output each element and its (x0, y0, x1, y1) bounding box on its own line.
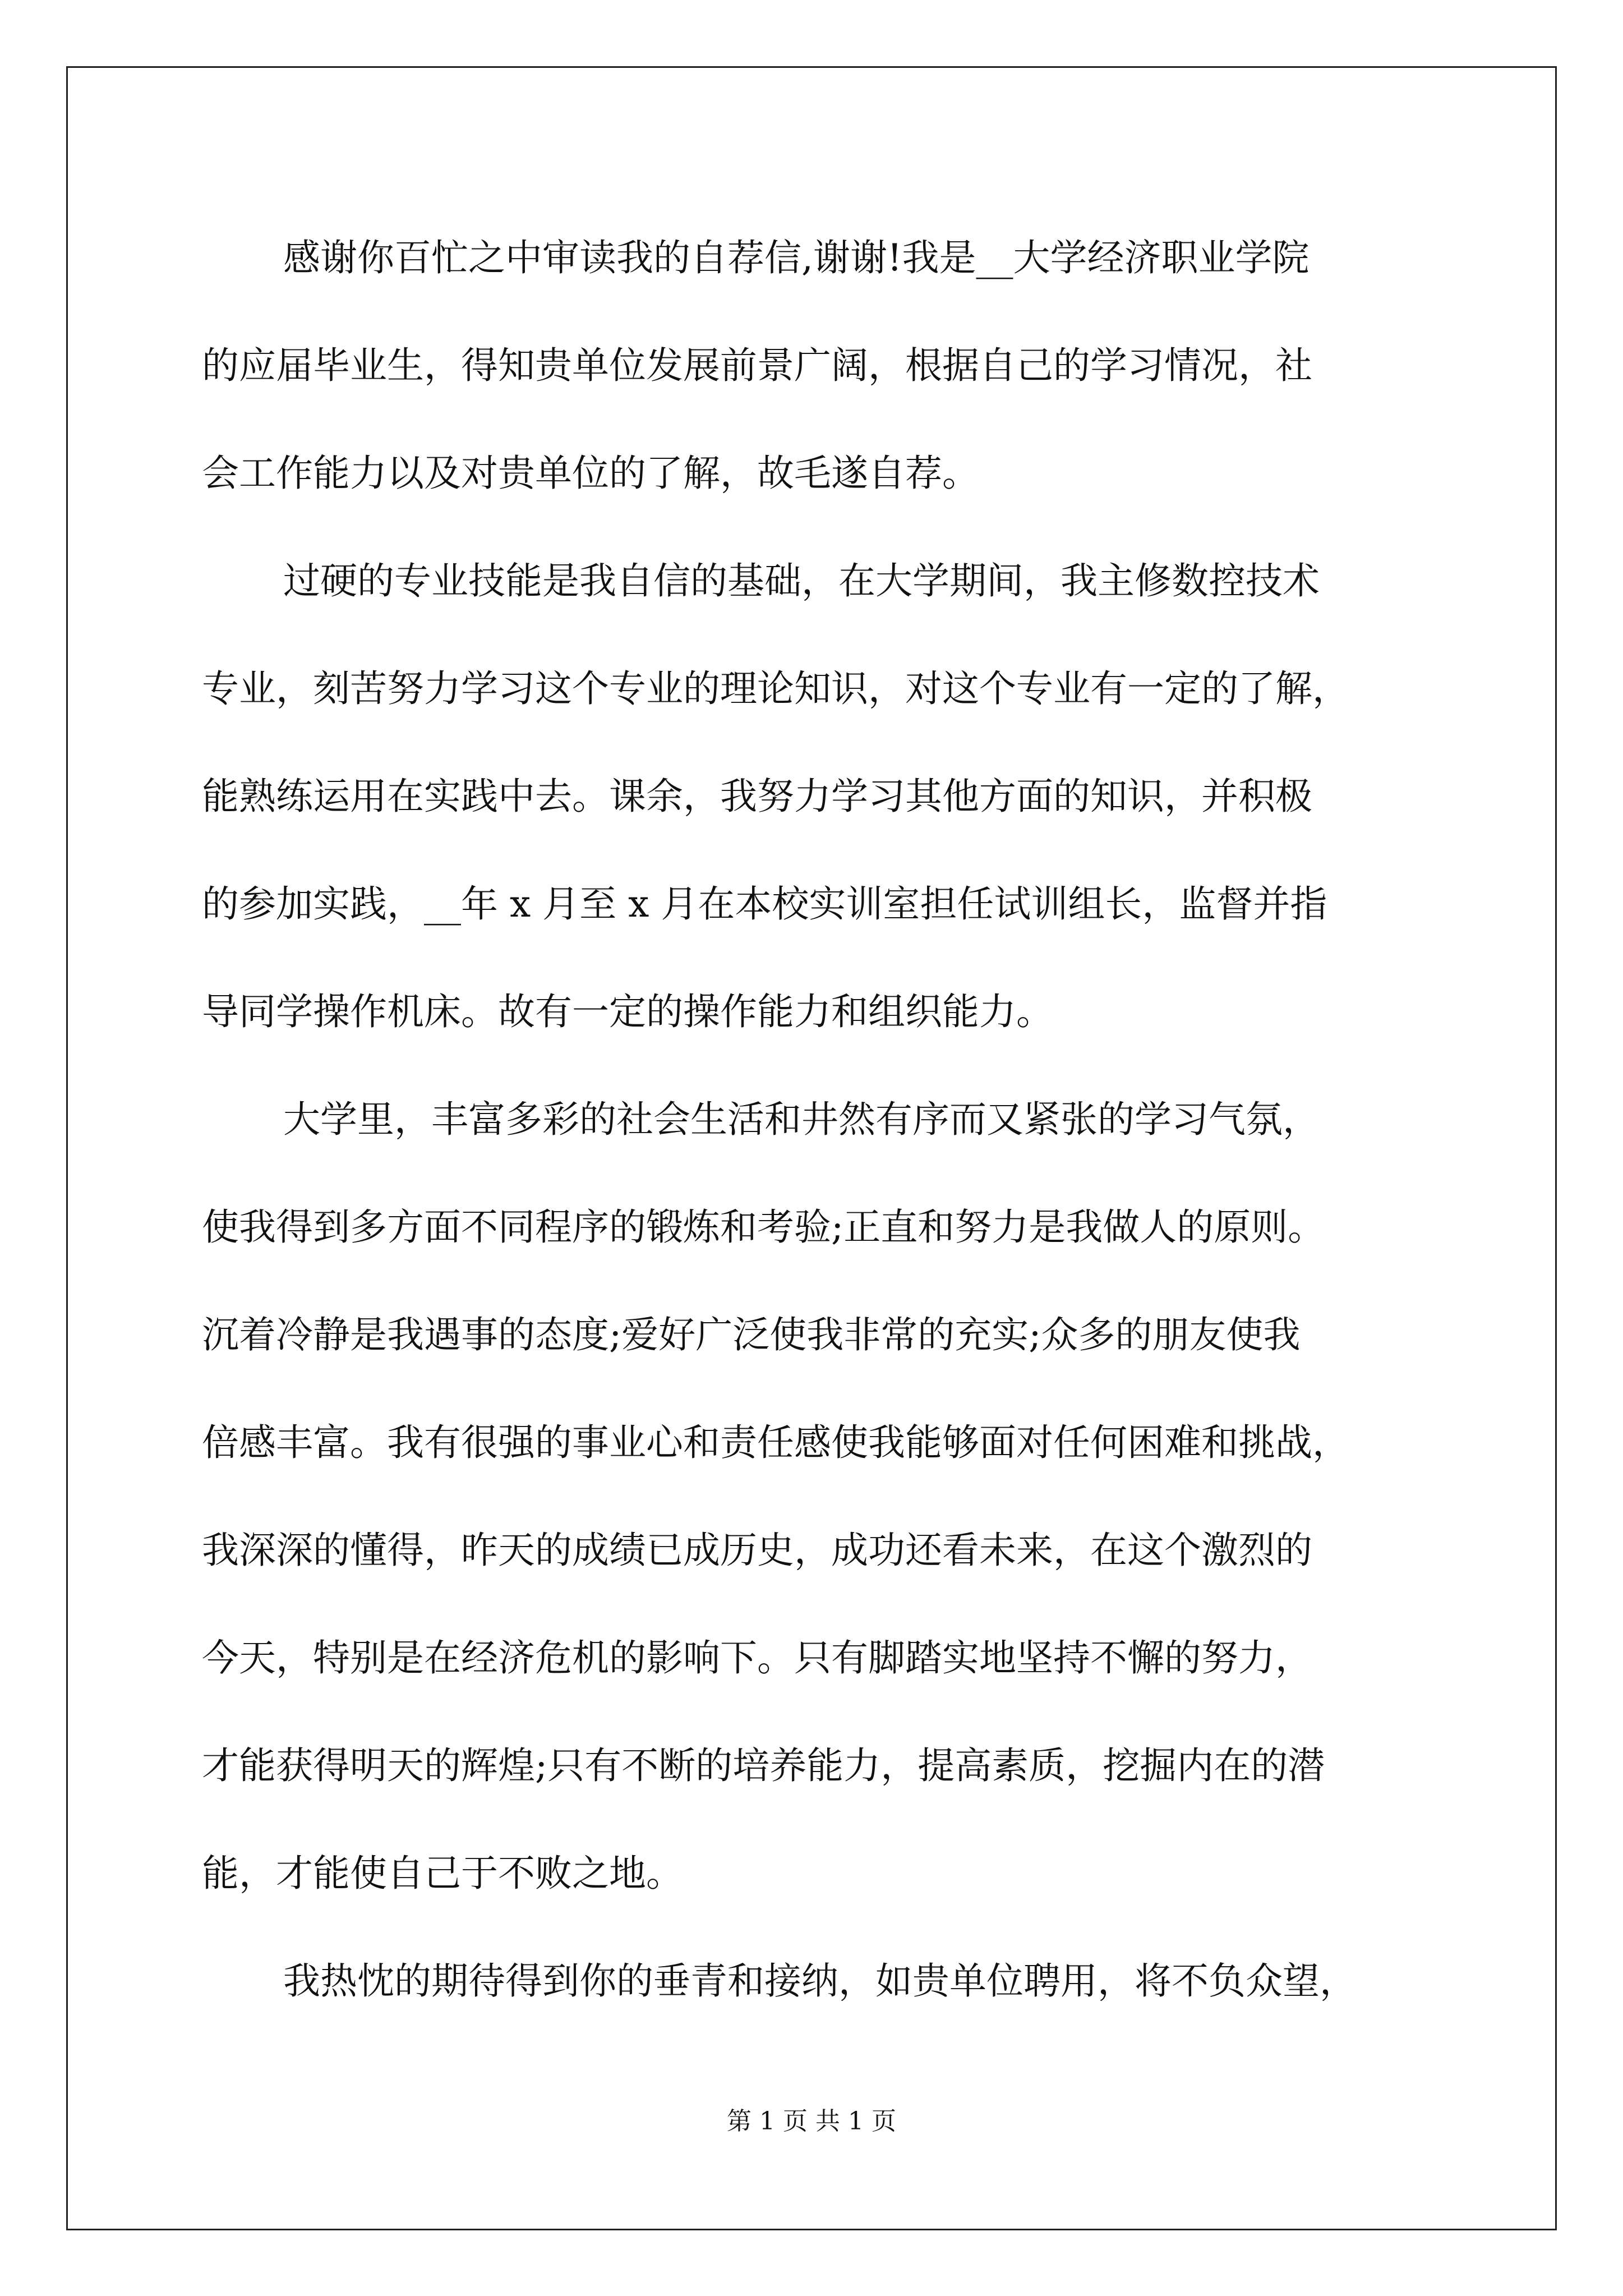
page-number-footer: 第 1 页 共 1 页 (727, 2107, 896, 2136)
text-line: 才能获得明天的辉煌;只有不断的培养能力，提高素质，挖掘内在的潜 (202, 1744, 1325, 1787)
text-line: 大学里，丰富多彩的社会生活和井然有序而又紧张的学习气氛， (283, 1098, 1320, 1141)
text-line: 沉着冷静是我遇事的态度;爱好广泛使我非常的充实;众多的朋友使我 (202, 1313, 1301, 1356)
text-line: 能熟练运用在实践中去。课余，我努力学习其他方面的知识，并积极 (202, 775, 1312, 818)
text-line: 的参加实践，__年 x 月至 x 月在本校实训室担任试训组长，监督并指 (202, 882, 1327, 926)
text-line: 感谢你百忙之中审读我的自荐信,谢谢!我是__大学经济职业学院 (283, 236, 1310, 279)
text-line: 过硬的专业技能是我自信的基础，在大学期间，我主修数控技术 (283, 559, 1320, 602)
text-line: 我深深的懂得，昨天的成绩已成历史，成功还看未来，在这个激烈的 (202, 1529, 1312, 1572)
text-line: 使我得到多方面不同程序的锻炼和考验;正直和努力是我做人的原则。 (202, 1205, 1325, 1249)
text-line: 导同学操作机床。故有一定的操作能力和组织能力。 (202, 990, 1053, 1033)
text-line: 倍感丰富。我有很强的事业心和责任感使我能够面对任何困难和挑战， (202, 1421, 1349, 1464)
text-line: 的应届毕业生，得知贵单位发展前景广阔，根据自己的学习情况，社 (202, 344, 1312, 387)
text-line: 专业，刻苦努力学习这个专业的理论知识，对这个专业有一定的了解， (202, 667, 1349, 710)
text-line: 我热忱的期待得到你的垂青和接纳，如贵单位聘用，将不负众望， (283, 1959, 1357, 2003)
text-line: 会工作能力以及对贵单位的了解，故毛遂自荐。 (202, 452, 979, 495)
letter-body (202, 227, 1436, 2058)
text-line: 能，才能使自己于不败之地。 (202, 1852, 683, 1895)
text-line: 今天，特别是在经济危机的影响下。只有脚踏实地坚持不懈的努力， (202, 1636, 1312, 1680)
